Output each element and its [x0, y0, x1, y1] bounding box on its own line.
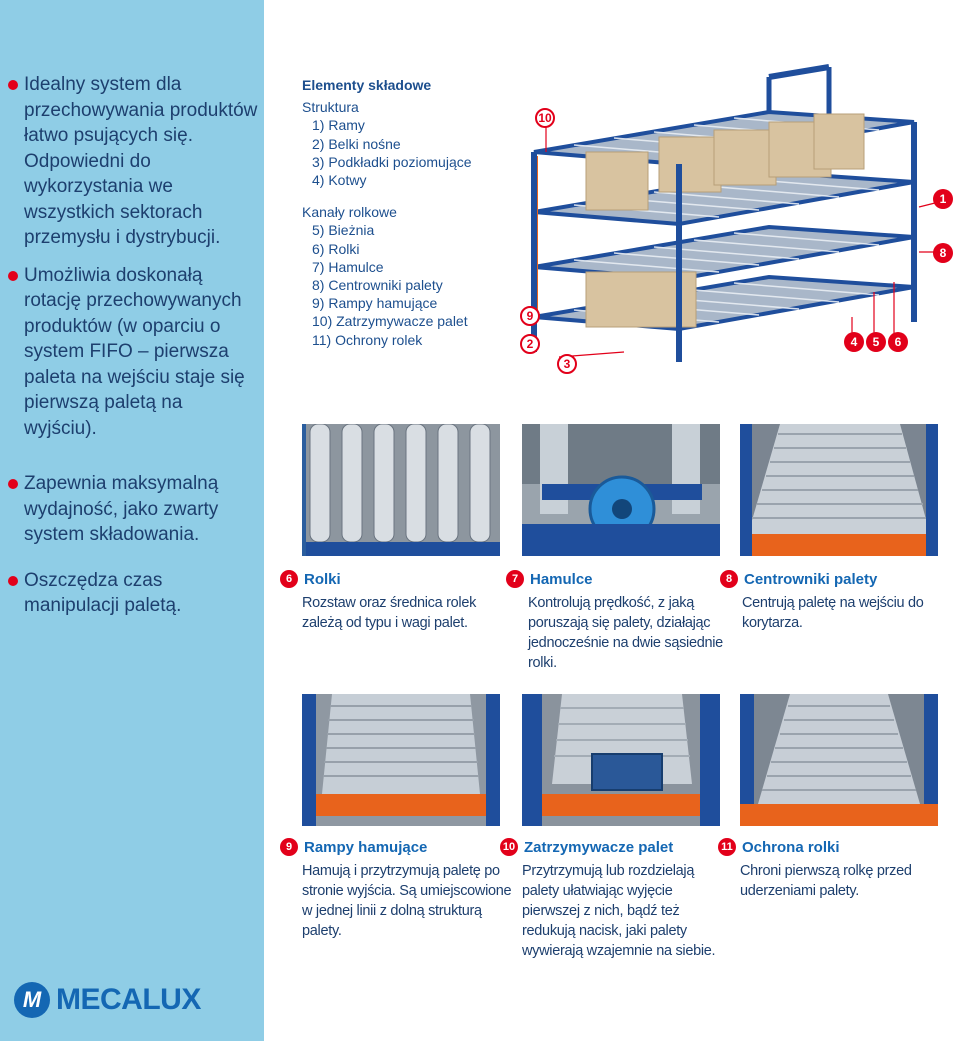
rack-marker: 3	[557, 354, 577, 374]
bullet-dot-icon	[8, 479, 18, 489]
feature-title: Hamulce	[530, 570, 593, 588]
rack-marker: 1	[933, 189, 953, 209]
feature-roller-protection	[721, 838, 950, 901]
benefits-list	[8, 72, 258, 619]
benefit-item	[8, 72, 258, 251]
components-list	[302, 76, 512, 363]
logo-mark-icon: M	[14, 982, 50, 1018]
feature-number-icon: 10	[500, 838, 518, 856]
component-item: 6) Rolki	[312, 240, 360, 257]
feature-pallet-stops	[502, 838, 732, 961]
logo-text: MECALUX	[56, 983, 201, 1016]
rack-marker: 8	[933, 243, 953, 263]
feature-brakes	[511, 570, 738, 673]
feature-title: Rampy hamujące	[304, 838, 428, 856]
feature-text: Centrują paletę na wejściu do korytarza.	[742, 595, 924, 631]
feature-pallet-centering	[725, 570, 952, 633]
component-item: 8) Centrowniki palety	[312, 277, 443, 294]
feature-title: Ochrona rolki	[742, 838, 840, 856]
feature-rolls	[285, 570, 512, 633]
rack-marker: 6	[888, 332, 908, 352]
feature-number-icon: 7	[506, 570, 524, 588]
component-item: 7) Hamulce	[312, 258, 384, 275]
mecalux-logo	[14, 982, 201, 1018]
feature-brake-ramps	[285, 838, 512, 941]
pallet-centering-photo	[740, 424, 938, 556]
benefit-text: Umożliwia doskonałą rotację przechowywanych produktów (w oparciu o system FIFO – pierwsza paleta na wejściu staje się pierwszą paletą na wyjściu).	[24, 264, 245, 439]
feature-number-icon: 6	[280, 570, 298, 588]
benefit-item	[8, 568, 258, 619]
benefit-text: Oszczędza czas manipulacji paletą.	[24, 569, 182, 616]
bullet-dot-icon	[8, 80, 18, 90]
bullet-dot-icon	[8, 576, 18, 586]
rack-marker: 4	[844, 332, 864, 352]
component-item: 5) Bieżnia	[312, 222, 375, 239]
feature-text: Chroni pierwszą rolkę przed uderzeniami palety.	[740, 863, 912, 899]
rack-illustration	[514, 52, 960, 382]
feature-title: Rolki	[304, 570, 341, 588]
benefit-item	[8, 471, 258, 548]
channels-label: Kanały rolkowe	[302, 204, 397, 221]
feature-number-icon: 8	[720, 570, 738, 588]
component-item: 11) Ochrony rolek	[312, 331, 423, 348]
feature-text: Rozstaw oraz średnica rolek zależą od typu i wagi palet.	[302, 595, 477, 631]
sidebar-panel	[0, 0, 264, 1041]
feature-text: Hamują i przytrzymują paletę po stronie wyjścia. Są umiejscowione w jednej linii z dolną strukturą palety.	[302, 863, 512, 939]
pallet-stops-photo	[522, 694, 720, 826]
roller-protection-photo	[740, 694, 938, 826]
structure-label: Struktura	[302, 99, 359, 116]
component-item: 9) Rampy hamujące	[312, 295, 438, 312]
benefit-item	[8, 263, 258, 442]
brakes-photo	[522, 424, 720, 556]
component-item: 2) Belki nośne	[312, 135, 401, 152]
component-item: 10) Zatrzymywacze palet	[312, 313, 468, 330]
feature-number-icon: 9	[280, 838, 298, 856]
component-item: 3) Podkładki poziomujące	[312, 153, 472, 170]
benefit-text: Zapewnia maksymalną wydajność, jako zwarty system składowania.	[24, 473, 219, 545]
structure-group	[302, 98, 512, 189]
feature-text: Kontrolują prędkość, z jaką poruszają się palety, działając jednocześnie na dwie sąsiednie rolki.	[528, 595, 723, 671]
feature-title: Centrowniki palety	[744, 570, 878, 588]
feature-title: Zatrzymywacze palet	[524, 838, 674, 856]
feature-text: Przytrzymują lub rozdzielają palety ułatwiając wyjęcie pierwszej z nich, bądź też redukują nacisk, jaki palety wywierają wzajemnie na siebie.	[522, 863, 716, 959]
feature-number-icon: 11	[718, 838, 736, 856]
brake-ramps-photo	[302, 694, 500, 826]
rack-marker: 9	[520, 306, 540, 326]
component-item: 4) Kotwy	[312, 172, 367, 189]
channels-group	[302, 203, 512, 349]
rollers-photo	[302, 424, 500, 556]
rack-marker: 10	[535, 108, 555, 128]
rack-marker: 5	[866, 332, 886, 352]
bullet-dot-icon	[8, 271, 18, 281]
rack-marker: 2	[520, 334, 540, 354]
component-item: 1) Ramy	[312, 117, 365, 134]
benefit-text: Idealny system dla przechowywania produktów łatwo psujących się. Odpowiedni do wykorzystania we wszystkich sektorach przemysłu i dystrybucji.	[24, 74, 258, 248]
components-title: Elementy składowe	[302, 77, 432, 93]
